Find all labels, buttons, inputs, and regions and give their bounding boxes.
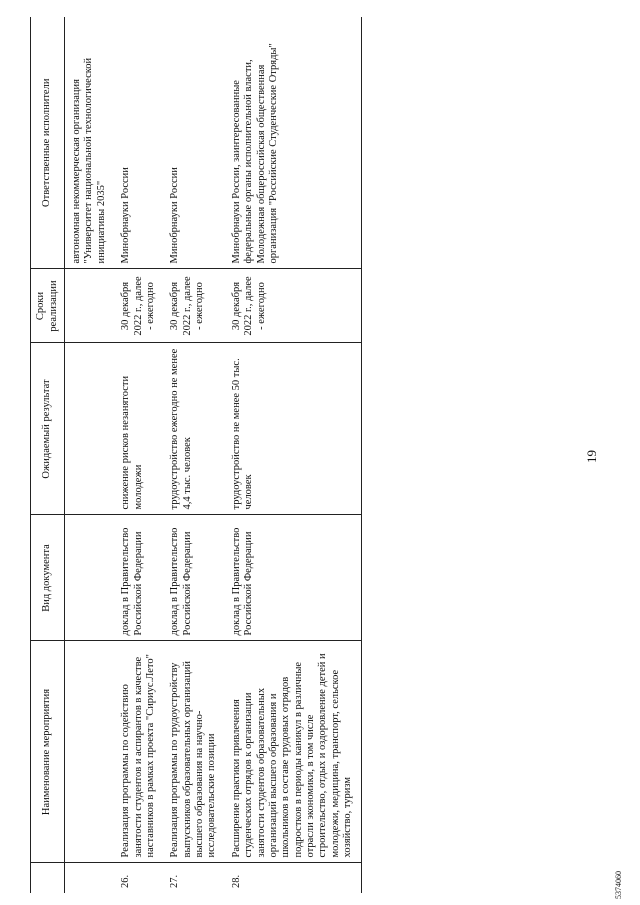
- header-measure-name: Наименование мероприятия: [31, 641, 65, 863]
- cell-deadline: 30 декабря 2022 г., далее - ежегодно: [225, 269, 361, 343]
- cell-measure-name: Реализация программы по содействию занятости студентов и аспирантов в качестве наставников в рамках проекта "Сириус.Лето": [114, 641, 163, 863]
- cell-executors: Минобрнауки России: [169, 167, 181, 264]
- cell-deadline: 30 декабря 2022 г., далее - ежегодно: [163, 269, 225, 343]
- cell-empty: [65, 515, 115, 641]
- cell-document-type: доклад в Правительство Российской Федерации: [114, 515, 163, 641]
- table-row: [225, 17, 361, 893]
- header-executors: Ответственные исполнители: [31, 17, 65, 269]
- cell-empty: [65, 641, 115, 863]
- header-expected-result: Ожидаемый результат: [31, 343, 65, 515]
- cell-empty: [65, 863, 115, 893]
- cell-expected-result: трудоустройство ежегодно не менее 4,4 тыс. человек: [163, 343, 225, 515]
- cell-empty: [65, 343, 115, 515]
- cell-executors: автономная некоммерческая организация "Университет национальной технологической инициативы 2035": [71, 57, 107, 264]
- document-code: 5374060: [614, 871, 623, 899]
- cell-empty: [65, 269, 115, 343]
- cell-measure-name: Расширение практики привлечения студенческих отрядов к организации занятости студентов образовательных организаций высшего образования и школьников в составе трудовых отрядов подростков в периоды каникул в различные отрасли экономики, в том числе строительство, отдых и оздоровление детей и молодежи, медицина, транспорт, сельское хозяйство, туризм: [225, 641, 361, 863]
- measures-table: [30, 17, 362, 893]
- table-row-continuation: [65, 17, 115, 893]
- header-deadline: Сроки реализации: [31, 269, 65, 343]
- cell-deadline: 30 декабря 2022 г., далее - ежегодно: [114, 269, 163, 343]
- header-document-type: Вид документа: [31, 515, 65, 641]
- page-number: 19: [584, 450, 599, 463]
- table-row: [114, 17, 163, 893]
- cell-document-type: доклад в Правительство Российской Федерации: [163, 515, 225, 641]
- cell-expected-result: трудоустройство не менее 50 тыс. человек: [225, 343, 361, 515]
- cell-executors: Минобрнауки России: [120, 167, 132, 264]
- table-header: [31, 17, 65, 893]
- cell-number: 28.: [225, 863, 361, 893]
- cell-document-type: доклад в Правительство Российской Федерации: [225, 515, 361, 641]
- cell-number: 26.: [114, 863, 163, 893]
- cell-measure-name: Реализация программы по трудоустройству выпускников образовательных организаций высшего образования на научно-исследовательские позиции: [163, 641, 225, 863]
- table-row: [163, 17, 225, 893]
- cell-number: 27.: [163, 863, 225, 893]
- cell-executors: Минобрнауки России, заинтересованные федеральные органы исполнительной власти, Молодежная общероссийская общественная организация "Российские Студенческие Отряды": [225, 17, 361, 269]
- cell-expected-result: снижение рисков незанятости молодежи: [114, 343, 163, 515]
- header-number: [31, 863, 65, 893]
